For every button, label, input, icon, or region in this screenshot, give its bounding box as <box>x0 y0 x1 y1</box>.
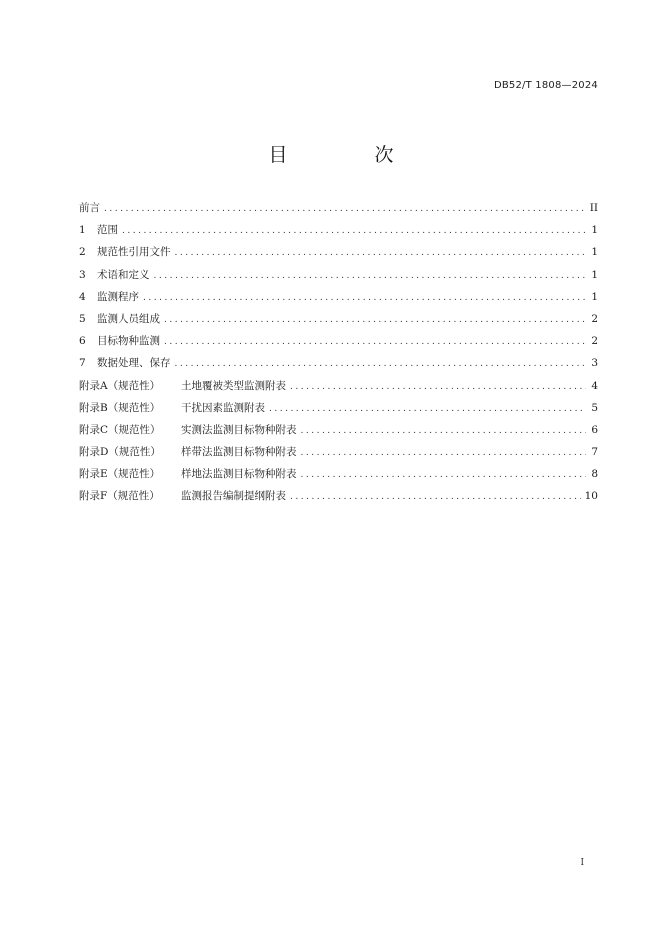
toc-entry-label: 数据处理、保存 <box>97 357 171 370</box>
toc-entry[interactable] <box>79 422 598 444</box>
toc-leader-dots <box>175 356 587 372</box>
toc-leader-dots <box>143 290 586 306</box>
toc-entry-appendix-prefix: 附录A（规范性） <box>79 379 161 392</box>
toc-entry[interactable] <box>79 311 598 333</box>
toc-entry-page: 6 <box>591 423 598 436</box>
toc-entry[interactable] <box>79 488 598 510</box>
toc-entry-appendix-prefix: 附录D（规范性） <box>79 446 161 459</box>
page-number: I <box>580 858 584 868</box>
toc-entry-appendix-prefix: 附录B（规范性） <box>79 401 161 414</box>
toc-leader-dots <box>290 489 581 505</box>
toc-entry-number: 1 <box>79 224 86 237</box>
toc-entry-label: 干扰因素监测附表 <box>181 401 265 414</box>
document-code: DB52/T 1808—2024 <box>493 80 598 91</box>
toc-entry[interactable] <box>79 466 598 488</box>
toc-entry[interactable] <box>79 222 598 244</box>
toc-entry-label: 样地法监测目标物种附表 <box>181 468 297 481</box>
toc-entry-number: 5 <box>79 312 86 325</box>
toc-leader-dots <box>269 401 586 417</box>
toc-entry-number: 4 <box>79 290 86 303</box>
toc-entry-page: 10 <box>584 490 598 503</box>
toc-entry-page: 3 <box>591 357 598 370</box>
toc-entry-appendix-prefix: 附录C（规范性） <box>79 423 161 436</box>
toc-leader-dots <box>104 201 586 217</box>
toc-entry-number: 6 <box>79 335 86 348</box>
toc-entry-label: 规范性引用文件 <box>97 246 171 259</box>
toc-entry-page: 1 <box>591 268 598 281</box>
page-title: 目 次 <box>268 144 428 166</box>
toc-leader-dots <box>164 334 586 350</box>
toc-entry-page: 4 <box>591 379 598 392</box>
toc-entry-label: 范围 <box>97 224 118 237</box>
toc-leader-dots <box>122 223 586 239</box>
toc-entry-label: 监测人员组成 <box>97 312 160 325</box>
toc-entry[interactable] <box>79 444 598 466</box>
toc-leader-dots <box>290 379 586 395</box>
toc-entry-label: 土地覆被类型监测附表 <box>181 379 286 392</box>
toc-entry[interactable] <box>79 200 598 222</box>
toc-entry-number: 2 <box>79 246 86 259</box>
toc-leader-dots <box>175 245 587 261</box>
toc-entry-number: 7 <box>79 357 86 370</box>
toc-entry-label: 监测程序 <box>97 290 139 303</box>
toc-entry[interactable] <box>79 244 598 266</box>
toc-entry-page: 1 <box>591 290 598 303</box>
toc-leader-dots <box>154 268 587 284</box>
toc-leader-dots <box>301 445 587 461</box>
toc-entry-label: 前言 <box>79 202 100 214</box>
toc-entry[interactable] <box>79 267 598 289</box>
toc-entry-page: 2 <box>591 335 598 348</box>
toc-entry[interactable] <box>79 378 598 400</box>
toc-entry-page: 7 <box>591 446 598 459</box>
toc-entry-label: 术语和定义 <box>97 268 150 281</box>
toc-entry-page: 1 <box>591 224 598 237</box>
toc-leader-dots <box>301 423 587 439</box>
toc-leader-dots <box>164 312 586 328</box>
toc-entry[interactable] <box>79 289 598 311</box>
toc-entry-page: II <box>589 202 598 214</box>
toc-entry[interactable] <box>79 333 598 355</box>
toc-entry-page: 1 <box>591 246 598 259</box>
toc-entry-page: 8 <box>591 468 598 481</box>
toc-entry-number: 3 <box>79 268 86 281</box>
toc-entry-appendix-prefix: 附录F（规范性） <box>79 490 160 503</box>
toc-entry-label: 监测报告编制提纲附表 <box>181 490 286 503</box>
toc-entry-label: 实测法监测目标物种附表 <box>181 423 297 436</box>
toc-entry-label: 样带法监测目标物种附表 <box>181 446 297 459</box>
toc-leader-dots <box>301 467 587 483</box>
toc-entry-page: 2 <box>591 312 598 325</box>
toc-entry[interactable] <box>79 355 598 377</box>
toc-entry[interactable] <box>79 400 598 422</box>
toc-entry-appendix-prefix: 附录E（规范性） <box>79 468 161 481</box>
toc-entry-label: 目标物种监测 <box>97 335 160 348</box>
toc-entry-page: 5 <box>591 401 598 414</box>
table-of-contents <box>79 200 598 511</box>
